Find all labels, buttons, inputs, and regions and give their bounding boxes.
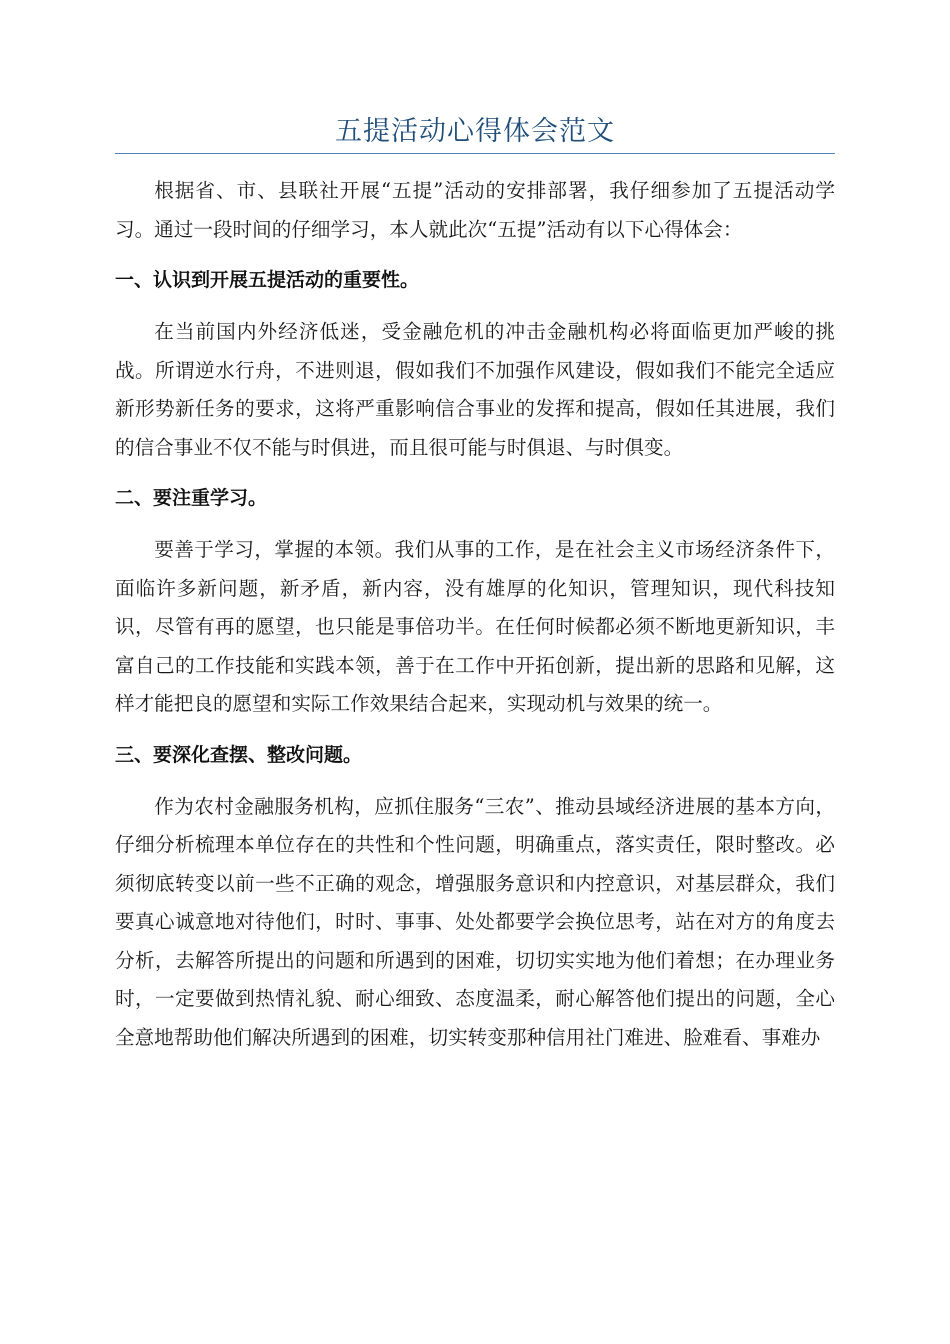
heading-section-3: 三、要深化查摆、整改问题。: [115, 743, 363, 766]
paragraph-intro: 根据省、市、县联社开展“五提”活动的安排部署，我仔细参加了五提活动学习。通过一段时间的仔细学习，本人就此次“五提”活动有以下心得体会：: [115, 179, 835, 241]
paragraph-section-3: 作为农村金融服务机构，应抓住服务“三农”、推动县域经济进展的基本方向，仔细分析梳理本单位存在的共性和个性问题，明确重点，落实责任，限时整改。必须彻底转变以前一些不正确的观念，增强服务意识和内控意识，对基层群众，我们要真心诚意地对待他们，时时、事事、处处都要学会换位思考，站在对方的角度去分析，去解答所提出的问题和所遇到的困难，切切实实地为他们着想；在办理业务时，一定要做到热情礼貌、耐心细致、态度温柔，耐心解答他们提出的问题，全心全意地帮助他们解决所遇到的困难，切实转变那种信用社门难进、脸难看、事难办: [115, 794, 835, 1049]
paragraph-section-2: 要善于学习，掌握的本领。我们从事的工作，是在社会主义市场经济条件下，面临许多新问题，新矛盾，新内容，没有雄厚的化知识，管理知识，现代科技知识，尽管有再的愿望，也只能是事倍功半。在任何时候都必须不断地更新知识，丰富自己的工作技能和实践本领，善于在工作中开拓创新，提出新的思路和见解，这样才能把良的愿望和实际工作效果结合起来，实现动机与效果的统一。: [115, 538, 835, 715]
paragraph-section-1: 在当前国内外经济低迷，受金融危机的冲击金融机构必将面临更加严峻的挑战。所谓逆水行舟，不进则退，假如我们不加强作风建设，假如我们不能完全适应新形势新任务的要求，这将严重影响信合事业的发挥和提高，假如任其进展，我们的信合事业不仅不能与时俱进，而且很可能与时俱退、与时俱变。: [115, 320, 835, 459]
title-underline: [115, 153, 835, 154]
heading-section-1: 一、认识到开展五提活动的重要性。: [115, 269, 420, 291]
document-title: 五提活动心得体会范文: [335, 116, 615, 147]
document-body: [115, 172, 835, 1069]
heading-section-2: 二、要注重学习。: [115, 487, 268, 509]
